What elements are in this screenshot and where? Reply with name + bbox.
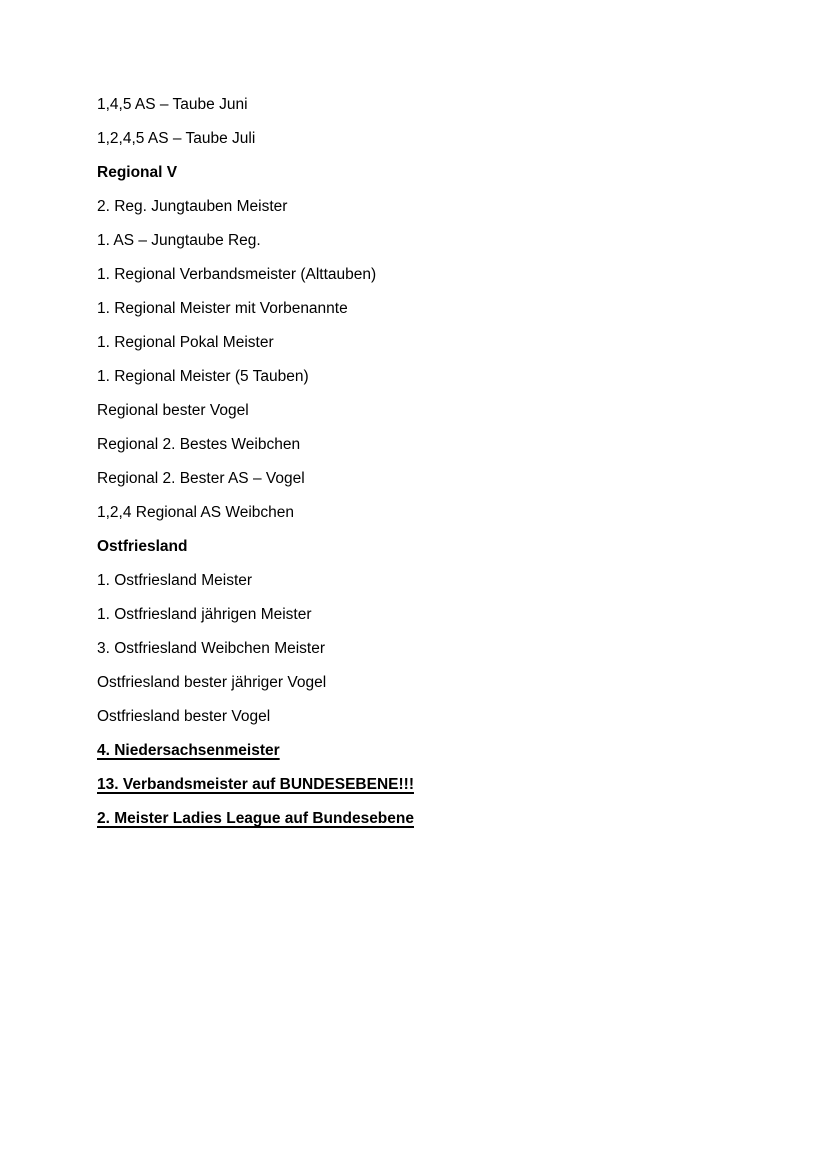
line-ostfriesland-weibchen-meister: 3. Ostfriesland Weibchen Meister [97,640,326,657]
line-as-taube-juli: 1,2,4,5 AS – Taube Juli [97,130,256,147]
line-regional-as-weibchen: 1,2,4 Regional AS Weibchen [97,504,295,521]
line-regional-meister-mit-vorbenannte: 1. Regional Meister mit Vorbenannte [97,300,348,317]
line-ostfriesland-jaehrigen-meister: 1. Ostfriesland jährigen Meister [97,606,312,623]
line-as-taube-juni: 1,4,5 AS – Taube Juni [97,96,248,113]
line-regional-2-bester-as-vogel: Regional 2. Bester AS – Vogel [97,470,305,487]
line-regional-pokal-meister: 1. Regional Pokal Meister [97,334,274,351]
line-ostfriesland-bester-vogel: Ostfriesland bester Vogel [97,708,271,725]
line-regional-meister-5-tauben: 1. Regional Meister (5 Tauben) [97,368,309,385]
line-regional-verbandsmeister-alttauben: 1. Regional Verbandsmeister (Alttauben) [97,266,377,283]
line-reg-jungtauben-meister: 2. Reg. Jungtauben Meister [97,198,288,215]
line-ostfriesland-bester-jaehriger-vogel: Ostfriesland bester jähriger Vogel [97,674,327,691]
line-regional-bester-vogel: Regional bester Vogel [97,402,249,419]
line-regional-2-bestes-weibchen: Regional 2. Bestes Weibchen [97,436,301,453]
line-niedersachsenmeister: 4. Niedersachsenmeister [97,742,280,759]
heading-ostfriesland: Ostfriesland [97,538,188,555]
heading-regional-v: Regional V [97,164,178,181]
line-ostfriesland-meister: 1. Ostfriesland Meister [97,572,253,589]
line-as-jungtaube-reg: 1. AS – Jungtaube Reg. [97,232,261,249]
line-verbandsmeister-bundesebene: 13. Verbandsmeister auf BUNDESEBENE!!! [97,776,414,793]
line-meister-ladies-league-bundesebene: 2. Meister Ladies League auf Bundesebene [97,810,414,827]
